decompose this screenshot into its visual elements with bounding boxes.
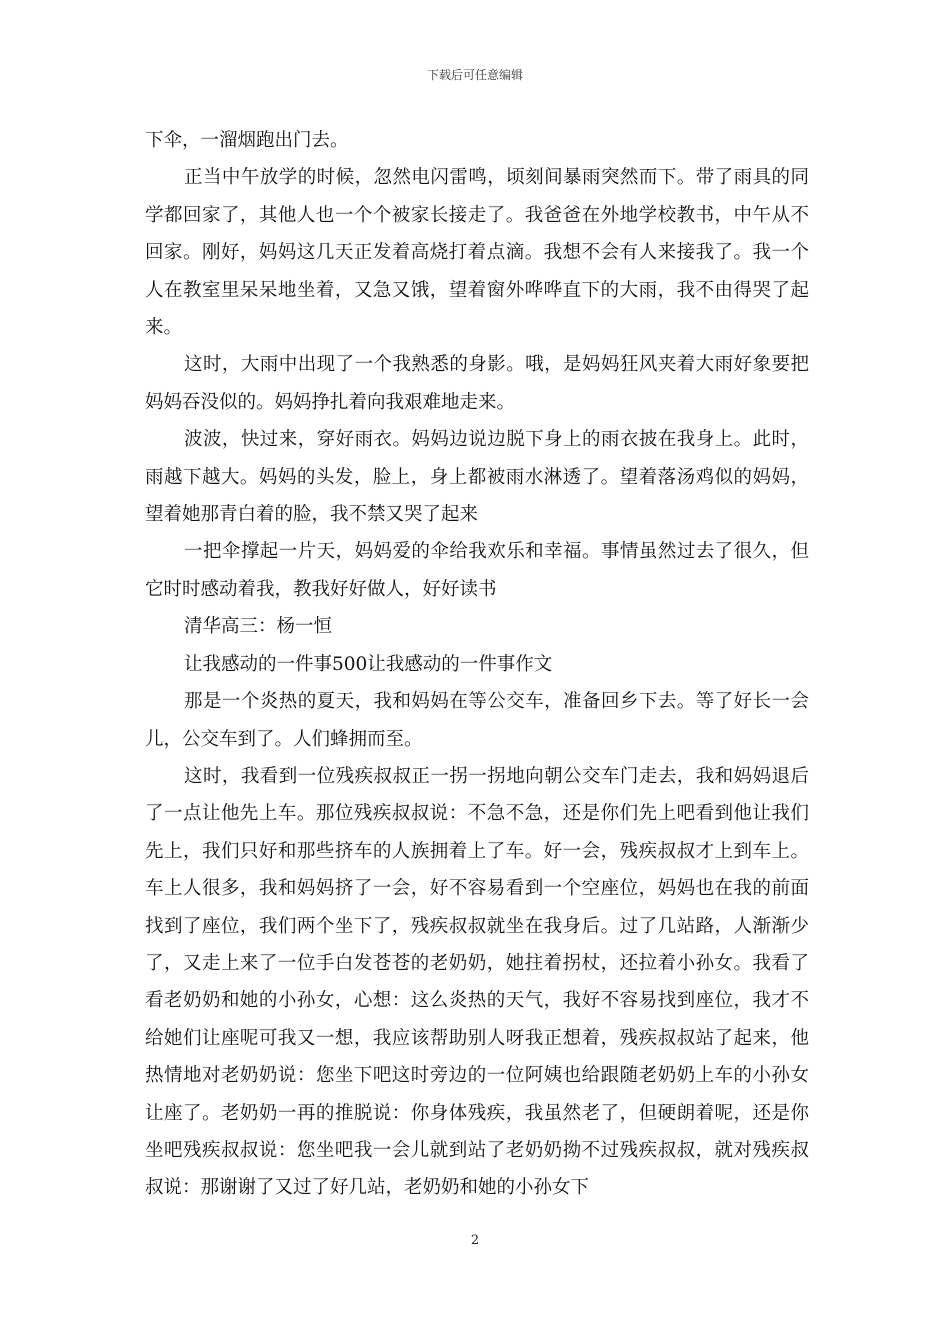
paragraph: 波波，快过来，穿好雨衣。妈妈边说边脱下身上的雨衣披在我身上。此时，雨越下越大。妈妈的头发，脸上，身上都被雨水淋透了。望着落汤鸡似的妈妈，望着她那青白着的脸，我不禁又哭了起来 bbox=[145, 429, 809, 526]
essay-title: 让我感动的一件事500让我感动的一件事作文 bbox=[184, 653, 553, 675]
paragraph: 一把伞撑起一片天，妈妈爱的伞给我欢乐和幸福。事情虽然过去了很久，但它时时感动着我，教我好好做人，好好读书 bbox=[145, 541, 809, 600]
paragraph: 那是一个炎热的夏天，我和妈妈在等公交车，准备回乡下去。等了好长一会儿，公交车到了。人们蜂拥而至。 bbox=[145, 691, 809, 750]
document-body bbox=[145, 122, 809, 1207]
paragraph: 这时，大雨中出现了一个我熟悉的身影。哦，是妈妈狂风夹着大雨好象要把妈妈吞没似的。妈妈挣扎着向我艰难地走来。 bbox=[145, 354, 809, 413]
author-line: 清华高三：杨一恒 bbox=[184, 616, 333, 638]
page-number: 2 bbox=[470, 1233, 480, 1248]
page-header: 下载后可任意编辑 bbox=[426, 68, 523, 82]
paragraph: 正当中午放学的时候，忽然电闪雷鸣，顷刻间暴雨突然而下。带了雨具的同学都回家了，其他人也一个个被家长接走了。我爸爸在外地学校教书，中午从不回家。刚好，妈妈这几天正发着高烧打着点滴。我想不会有人来接我了。我一个人在教室里呆呆地坐着，又急又饿，望着窗外哗哗直下的大雨，我不由得哭了起来。 bbox=[145, 167, 809, 339]
paragraph: 这时，我看到一位残疾叔叔正一拐一拐地向朝公交车门走去，我和妈妈退后了一点让他先上车。那位残疾叔叔说：不急不急，还是你们先上吧看到他让我们先上，我们只好和那些挤车的人族拥着上了车。好一会，残疾叔叔才上到车上。车上人很多，我和妈妈挤了一会，好不容易看到一个空座位，妈妈也在我的前面找到了座位，我们两个坐下了，残疾叔叔就坐在我身后。过了几站路，人渐渐少了，又走上来了一位手白发苍苍的老奶奶，她拄着拐杖，还拉着小孙女。我看了看老奶奶和她的小孙女，心想：这么炎热的天气，我好不容易找到座位，我才不给她们让座呢可我又一想，我应该帮助别人呀我正想着，残疾叔叔站了起来，他热情地对老奶奶说：您坐下吧这时旁边的一位阿姨也给跟随老奶奶上车的小孙女让座了。老奶奶一再的推脱说：你身体残疾，我虽然老了，但硬朗着呢，还是你坐吧残疾叔叔说：您坐吧我一会儿就到站了老奶奶拗不过残疾叔叔，就对残疾叔叔说：那谢谢了又过了好几站，老奶奶和她的小孙女下 bbox=[145, 765, 809, 1199]
paragraph: 下伞，一溜烟跑出门去。 bbox=[145, 130, 349, 151]
